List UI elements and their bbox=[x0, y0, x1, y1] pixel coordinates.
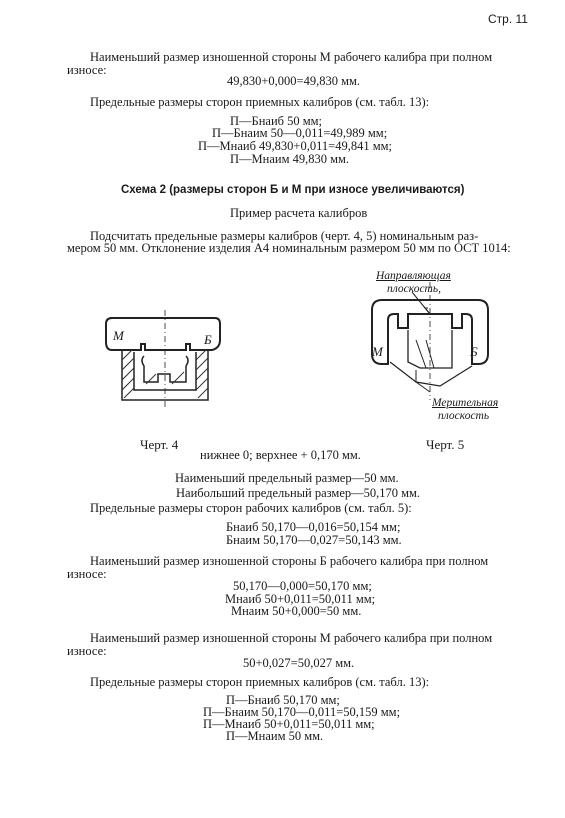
scheme-subheading: Пример расчета калибров bbox=[230, 206, 368, 220]
m-paragraph-line2: износе: bbox=[67, 644, 107, 658]
top-limit-3: П—Мнаиб 49,830+0,011=49,841 мм; bbox=[198, 139, 392, 153]
fig4-label-m: М bbox=[113, 328, 124, 343]
scheme-paragraph-line2: мером 50 мм. Отклонение изделия А4 номинальным размером 50 мм по ОСТ 1014: bbox=[67, 241, 511, 255]
top-limit-4: П—Мнаим 49,830 мм. bbox=[230, 152, 350, 166]
accept-limit-3: П—Мнаиб 50+0,011=50,011 мм; bbox=[203, 717, 375, 731]
top-paragraph-line1: Наименьший размер изношенной стороны М рабочего калибра при полном bbox=[90, 50, 493, 64]
top-limit-2: П—Бнаим 50—0,011=49,989 мм; bbox=[212, 126, 388, 140]
top-limit-1: П—Бнаиб 50 мм; bbox=[230, 114, 323, 128]
accept-limit-1: П—Бнаиб 50,170 мм; bbox=[226, 693, 340, 707]
b-formula-1: 50,170—0,000=50,170 мм; bbox=[233, 579, 372, 593]
accept-limits-title: Предельные размеры сторон приемных калибров (см. табл. 13): bbox=[90, 675, 430, 689]
scheme-heading: Схема 2 (размеры сторон Б и М при износе увеличиваются) bbox=[121, 184, 465, 196]
work-limits-title: Предельные размеры сторон рабочих калибров (см. табл. 5): bbox=[90, 501, 412, 515]
fig5-caption: Черт. 5 bbox=[426, 437, 465, 452]
work-limit-2: Бнаим 50,170—0,027=50,143 мм. bbox=[226, 533, 402, 547]
deviation-line: нижнее 0; верхнее + 0,170 мм. bbox=[200, 448, 361, 462]
fig5-guide-line2: плоскость, bbox=[387, 283, 441, 295]
fig4-caption: Черт. 4 bbox=[140, 437, 179, 452]
b-formula-2: Мнаиб 50+0,011=50,011 мм; bbox=[225, 592, 376, 606]
fig5-label-m: М bbox=[372, 344, 383, 359]
page-number: Стр. 11 bbox=[488, 12, 528, 26]
top-paragraph-line2: износе: bbox=[67, 63, 107, 77]
max-size-line: Наибольший предельный размер—50,170 мм. bbox=[176, 486, 421, 500]
figure-4-drawing bbox=[100, 310, 230, 410]
scheme-paragraph-line1: Подсчитать предельные размеры калибров (черт. 4, 5) номинальным раз- bbox=[90, 229, 479, 243]
top-limits-title: Предельные размеры сторон приемных калибров (см. табл. 13): bbox=[90, 95, 430, 109]
fig5-guide-line1: Направляющая bbox=[376, 270, 451, 282]
b-paragraph-line1: Наименьший размер изношенной стороны Б рабочего калибра при полном bbox=[90, 554, 489, 568]
accept-limit-2: П—Бнаим 50,170—0,011=50,159 мм; bbox=[203, 705, 401, 719]
top-formula: 49,830+0,000=49,830 мм. bbox=[227, 74, 361, 88]
m-paragraph-line1: Наименьший размер изношенной стороны М рабочего калибра при полном bbox=[90, 631, 493, 645]
fig5-measure-line1: Мерительная bbox=[432, 397, 499, 409]
m-formula: 50+0,027=50,027 мм. bbox=[243, 656, 355, 670]
accept-limit-4: П—Мнаим 50 мм. bbox=[226, 729, 324, 743]
fig5-measure-line2: плоскость bbox=[438, 410, 490, 422]
min-size-line: Наименьший предельный размер—50 мм. bbox=[175, 471, 399, 485]
b-paragraph-line2: износе: bbox=[67, 567, 107, 581]
work-limit-1: Бнаиб 50,170—0,016=50,154 мм; bbox=[226, 520, 401, 534]
fig4-label-b: Б bbox=[204, 332, 212, 347]
fig5-label-b: Б bbox=[470, 344, 478, 359]
b-formula-3: Мнаим 50+0,000=50 мм. bbox=[231, 604, 362, 618]
